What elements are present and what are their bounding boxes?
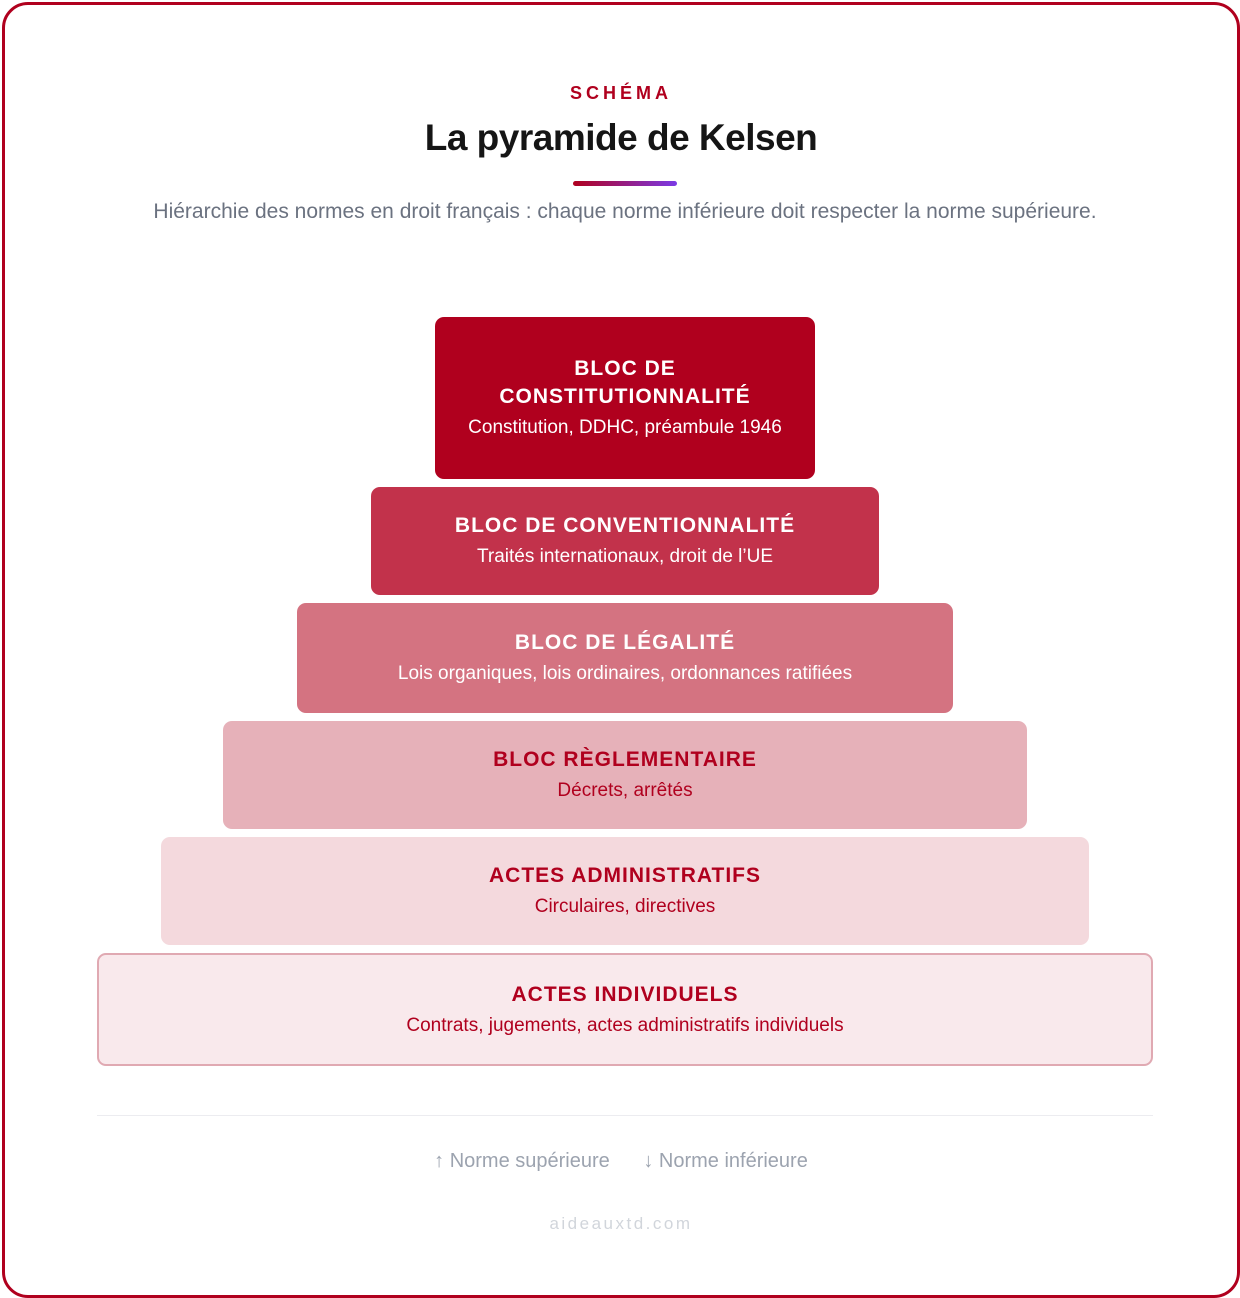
pyramid-level-constitutionnalite [435, 317, 815, 479]
level-description: Lois organiques, lois ordinaires, ordonnances ratifiées [397, 663, 853, 684]
legend-superior: ↑ Norme supérieure [434, 1150, 610, 1172]
level-name: ACTES ADMINISTRATIFS [489, 864, 761, 887]
diagram-card [2, 2, 1240, 1298]
page-title: La pyramide de Kelsen [424, 117, 818, 158]
level-name: BLOC DE LÉGALITÉ [514, 631, 736, 654]
section-divider [97, 1115, 1153, 1116]
pyramid-level-legalite [297, 603, 953, 713]
legend-inferior: ↓ Norme inférieure [643, 1150, 808, 1172]
level-name: BLOC RÈGLEMENTAIRE [493, 748, 757, 771]
pyramid-level-reglementaire [223, 721, 1027, 829]
eyebrow-label: SCHÉMA [569, 83, 672, 103]
level-description: Constitution, DDHC, préambule 1946 [468, 417, 782, 438]
level-name: BLOC DE CONVENTIONNALITÉ [454, 514, 796, 537]
level-name: ACTES INDIVIDUELS [511, 982, 739, 1006]
site-watermark: aideauxtd.com [549, 1214, 693, 1233]
pyramid-level-actes-individuels [97, 953, 1153, 1066]
pyramid-level-actes-administratifs [161, 837, 1089, 945]
page-subtitle: Hiérarchie des normes en droit français : chaque norme inférieure doit respecter la norme supérieure. [153, 200, 1097, 223]
level-description: Contrats, jugements, actes administratifs individuels [406, 1014, 844, 1036]
title-underline [573, 181, 677, 186]
level-name: BLOC DE CONSTITUTIONNALITÉ [499, 357, 751, 408]
level-description: Traités internationaux, droit de l’UE [476, 546, 774, 567]
level-description: Décrets, arrêtés [557, 780, 693, 801]
legend [5, 1150, 1237, 1173]
level-description: Circulaires, directives [534, 896, 716, 917]
pyramid-level-conventionnalite [371, 487, 879, 595]
